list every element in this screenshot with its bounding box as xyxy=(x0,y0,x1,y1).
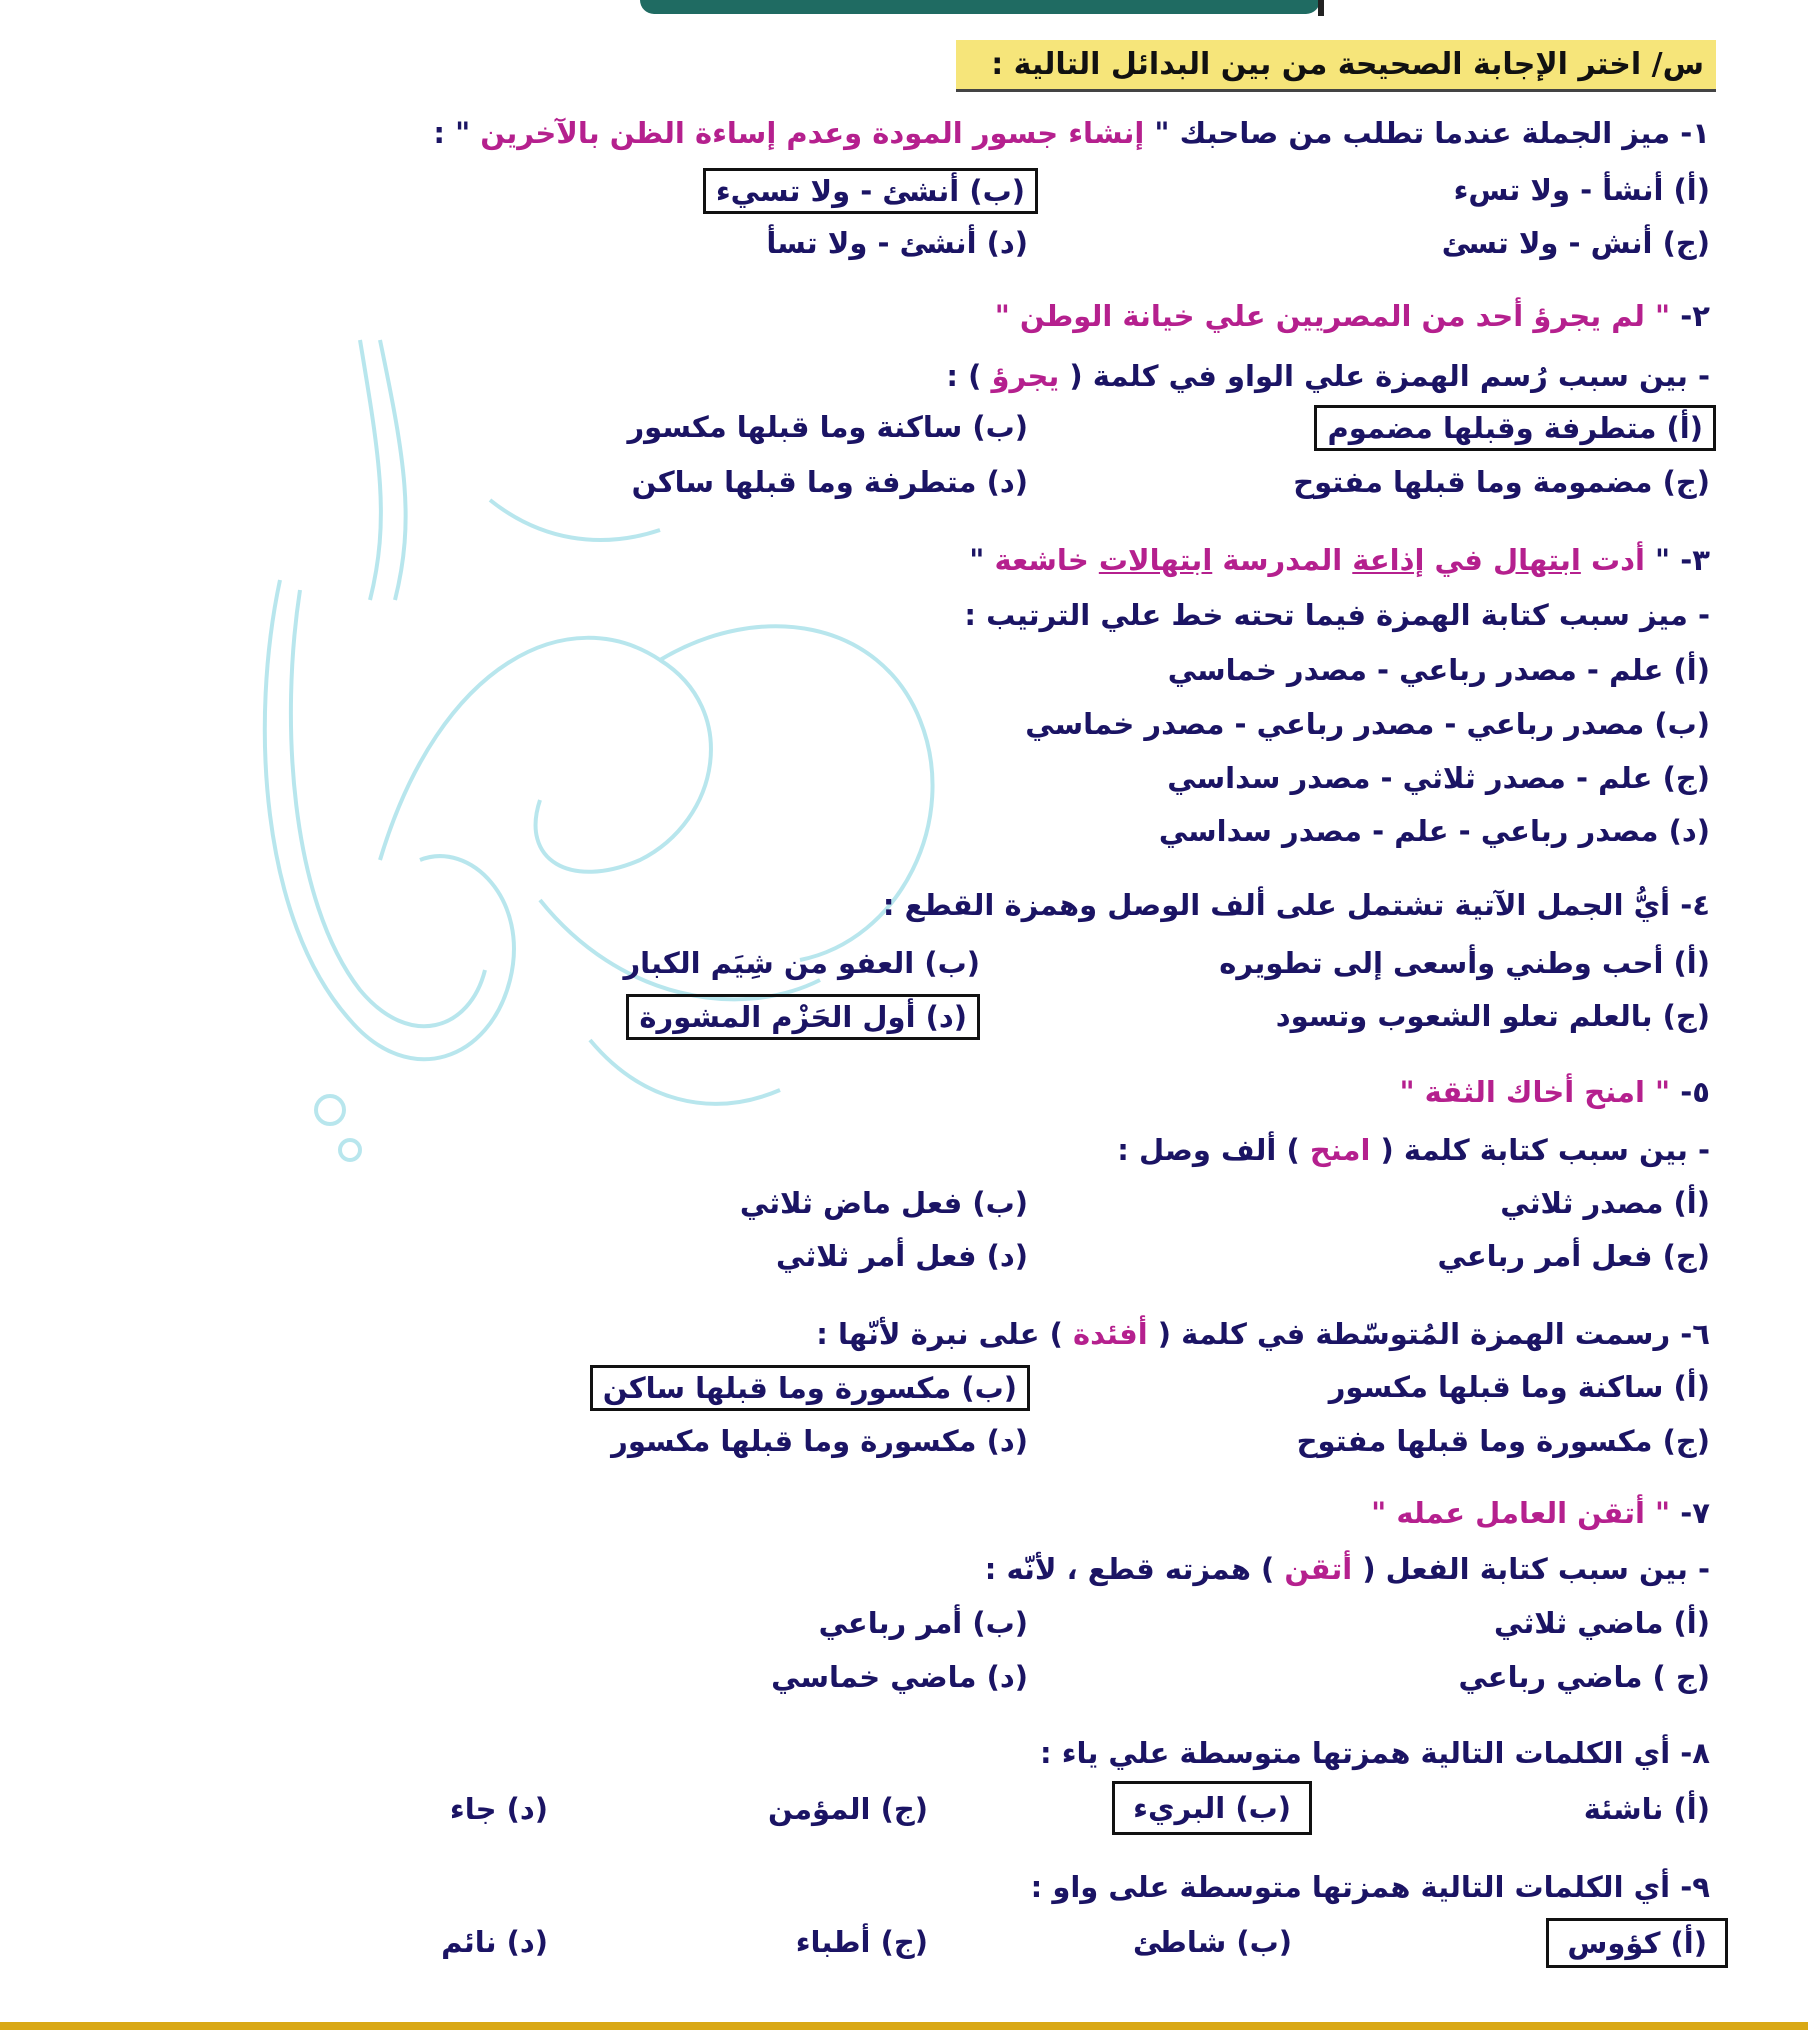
question-7-option-b[interactable]: (ب) أمر رباعي xyxy=(818,1606,1028,1640)
footer-line xyxy=(0,2022,1808,2030)
question-7-option-d[interactable]: (د) ماضي خماسي xyxy=(771,1660,1028,1694)
question-2-option-b[interactable]: (ب) ساكنة وما قبلها مكسور xyxy=(627,410,1028,444)
question-1-stem: ١- ميز الجملة عندما تطلب من صاحبك " إنشاء جسور المودة وعدم إساءة الظن بالآخرين " : xyxy=(433,116,1710,150)
question-4-option-c[interactable]: (ج) بالعلم تعلو الشعوب وتسود xyxy=(1275,999,1710,1033)
question-8-stem: ٨- أي الكلمات التالية همزتها متوسطة علي ياء : xyxy=(1040,1736,1710,1770)
question-4-stem: ٤- أيُّ الجمل الآتية تشتمل على ألف الوصل وهمزة القطع : xyxy=(882,888,1710,922)
question-7-option-c[interactable]: (ج ) ماضي رباعي xyxy=(1458,1660,1710,1694)
question-5-option-a[interactable]: (أ) مصدر ثلاثي xyxy=(1500,1186,1710,1220)
top-banner-stem xyxy=(1318,0,1324,16)
top-banner xyxy=(640,0,1320,14)
question-heading: س/ اختر الإجابة الصحيحة من بين البدائل التالية : xyxy=(956,40,1716,92)
question-7-substem: - بين سبب كتابة الفعل ( أتقن ) همزته قطع ، لأنّه : xyxy=(984,1552,1710,1586)
question-6-stem: ٦- رسمت الهمزة المُتوسّطة في كلمة ( أفئدة ) على نبرة لأنّها : xyxy=(816,1317,1710,1351)
question-8-option-a[interactable]: (أ) ناشئة xyxy=(1583,1792,1710,1826)
question-1-option-b[interactable]: (ب) أنشئ - ولا تسيء xyxy=(703,168,1038,214)
question-6-option-a[interactable]: (أ) ساكنة وما قبلها مكسور xyxy=(1328,1370,1710,1404)
question-8-option-b[interactable]: (ب) البريء xyxy=(1112,1781,1312,1835)
question-3-stem: ٣- " أدت ابتهال في إذاعة المدرسة ابتهالات خاشعة " xyxy=(969,543,1710,577)
question-1-option-d[interactable]: (د) أنشئ - ولا تسأ xyxy=(766,226,1028,260)
question-2-option-d[interactable]: (د) متطرفة وما قبلها ساكن xyxy=(631,465,1028,499)
question-2-substem: - بين سبب رُسم الهمزة علي الواو في كلمة ( يجرؤ ) : xyxy=(946,359,1710,393)
question-6-option-c[interactable]: (ج) مكسورة وما قبلها مفتوح xyxy=(1296,1424,1710,1458)
question-8-option-c[interactable]: (ج) المؤمن xyxy=(767,1792,928,1826)
question-9-option-d[interactable]: (د) نائم xyxy=(441,1925,548,1959)
question-5-substem: - بين سبب كتابة كلمة ( امنح ) ألف وصل : xyxy=(1117,1133,1710,1167)
question-5-option-d[interactable]: (د) فعل أمر ثلاثي xyxy=(776,1239,1028,1273)
question-2-stem: ٢- " لم يجرؤ أحد من المصريين علي خيانة الوطن " xyxy=(994,299,1710,333)
question-3-substem: - ميز سبب كتابة الهمزة فيما تحته خط علي الترتيب : xyxy=(964,598,1710,632)
question-1-option-a[interactable]: (أ) أنشأ - ولا تسء xyxy=(1453,173,1710,207)
question-9-option-b[interactable]: (ب) شاطئ xyxy=(1132,1925,1292,1959)
question-1-option-c[interactable]: (ج) أنش - ولا تسئ xyxy=(1441,226,1710,260)
question-4-option-d[interactable]: (د) أول الحَزْم المشورة xyxy=(626,994,980,1040)
question-4-option-b[interactable]: (ب) العفو من شِيَم الكبار xyxy=(623,946,980,980)
question-2-option-c[interactable]: (ج) مضمومة وما قبلها مفتوح xyxy=(1293,465,1710,499)
question-7-option-a[interactable]: (أ) ماضي ثلاثي xyxy=(1494,1606,1710,1640)
question-2-option-a[interactable]: (أ) متطرفة وقبلها مضموم xyxy=(1314,405,1716,451)
question-3-option-c[interactable]: (ج) علم - مصدر ثلاثي - مصدر سداسي xyxy=(1167,761,1710,795)
question-3-option-d[interactable]: (د) مصدر رباعي - علم - مصدر سداسي xyxy=(1158,814,1710,848)
question-3-option-a[interactable]: (أ) علم - مصدر رباعي - مصدر خماسي xyxy=(1167,653,1710,687)
question-7-stem: ٧- " أتقن العامل عمله " xyxy=(1371,1496,1710,1530)
question-5-option-c[interactable]: (ج) فعل أمر رباعي xyxy=(1437,1239,1710,1273)
question-9-stem: ٩- أي الكلمات التالية همزتها متوسطة على واو : xyxy=(1030,1870,1710,1904)
question-6-option-b[interactable]: (ب) مكسورة وما قبلها ساكن xyxy=(590,1365,1030,1411)
question-5-option-b[interactable]: (ب) فعل ماض ثلاثي xyxy=(739,1186,1028,1220)
question-9-option-c[interactable]: (ج) أطباء xyxy=(795,1925,928,1959)
question-6-option-d[interactable]: (د) مكسورة وما قبلها مكسور xyxy=(611,1424,1028,1458)
question-9-option-a[interactable]: (أ) كؤوس xyxy=(1546,1918,1728,1968)
question-4-option-a[interactable]: (أ) أحب وطني وأسعى إلى تطويره xyxy=(1219,946,1710,980)
question-3-option-b[interactable]: (ب) مصدر رباعي - مصدر رباعي - مصدر خماسي xyxy=(1025,707,1710,741)
question-8-option-d[interactable]: (د) جاء xyxy=(449,1792,548,1826)
question-5-stem: ٥- " امنح أخاك الثقة " xyxy=(1399,1075,1710,1109)
